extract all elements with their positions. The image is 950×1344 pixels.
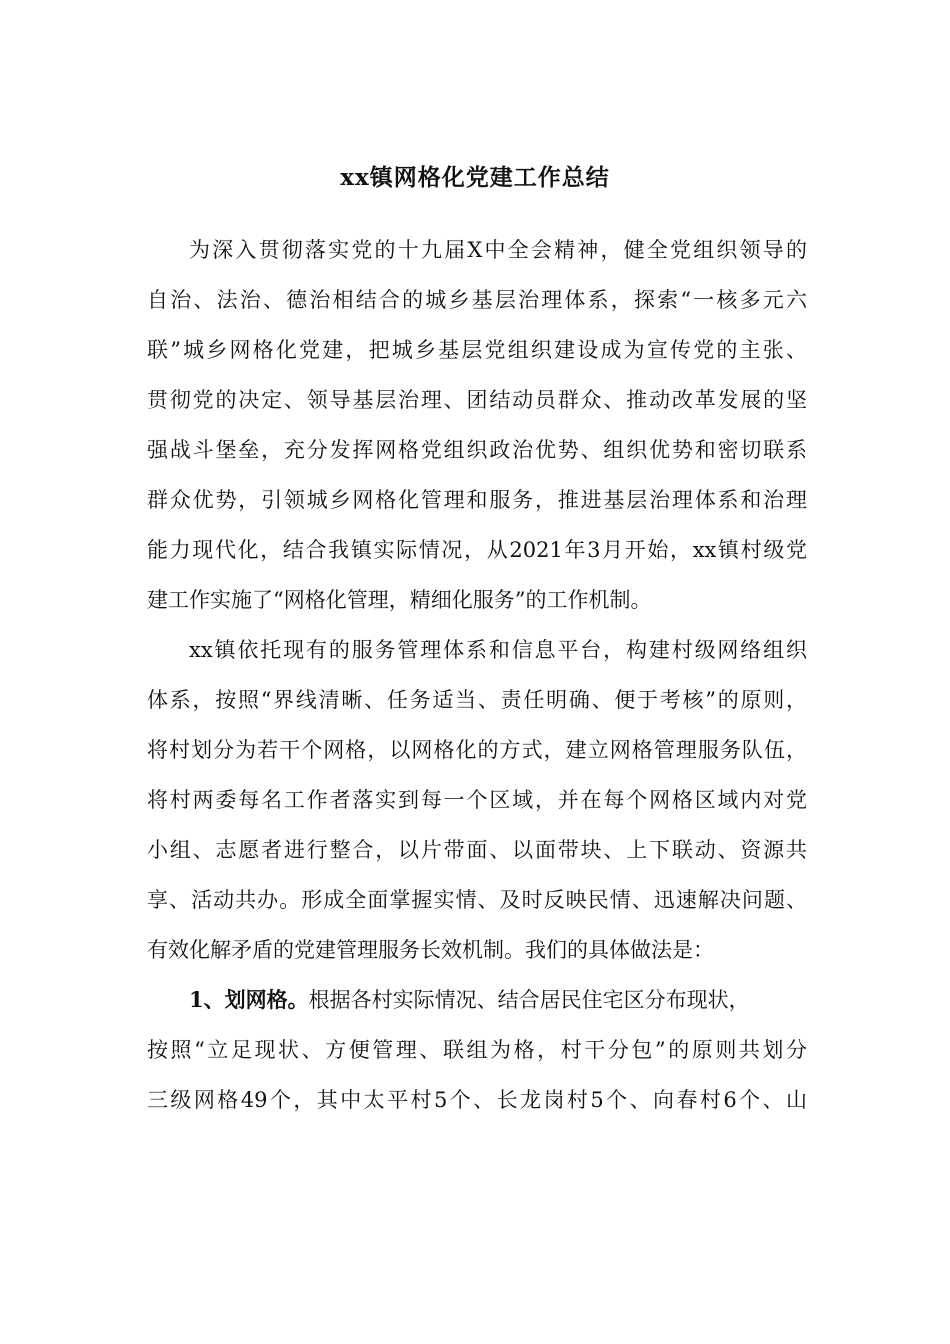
paragraph-line: 按照“立足现状、方便管理、联组为格，村干分包”的原则共划分	[147, 1038, 807, 1062]
paragraph-line: 体系，按照“界线清晰、任务适当、责任明确、便于考核”的原则，	[147, 688, 807, 712]
document-body	[147, 229, 807, 1129]
paragraph-line-rest: 根据各村实际情况、结合居民住宅区分布现状，	[308, 988, 750, 1012]
paragraph-line: 将村两委每名工作者落实到每一个区域，并在每个网格区域内对党	[147, 788, 807, 812]
paragraph-line: 强战斗堡垒，充分发挥网格党组织政治优势、组织优势和密切联系	[147, 438, 807, 462]
paragraph-line: 享、活动共办。形成全面掌握实情、及时反映民情、迅速解决问题、	[147, 888, 807, 912]
paragraph-line: 小组、志愿者进行整合，以片带面、以面带块、上下联动、资源共	[147, 838, 807, 862]
section-heading: 1、划网格。	[189, 987, 309, 1012]
paragraph-line: 联”城乡网格化党建，把城乡基层党组织建设成为宣传党的主张、	[147, 338, 807, 362]
paragraph-3	[147, 979, 807, 1129]
paragraph-line: xx镇依托现有的服务管理体系和信息平台，构建村级网络组织	[189, 638, 807, 662]
paragraph-line: 为深入贯彻落实党的十九届X中全会精神，健全党组织领导的	[189, 238, 807, 262]
paragraph-line: 贯彻党的决定、领导基层治理、团结动员群众、推动改革发展的坚	[147, 388, 807, 412]
paragraph-line: 群众优势，引领城乡网格化管理和服务，推进基层治理体系和治理	[147, 488, 807, 512]
paragraph-line: 将村划分为若干个网格，以网格化的方式，建立网格管理服务队伍，	[147, 738, 807, 762]
paragraph-line: 三级网格49个，其中太平村5个、长龙岗村5个、向春村6个、山	[147, 1088, 807, 1112]
document-title: xx镇网格化党建工作总结	[340, 164, 610, 191]
paragraph-line: 建工作实施了“网格化管理，精细化服务”的工作机制。	[147, 588, 652, 612]
paragraph-line: 自治、法治、德治相结合的城乡基层治理体系，探索“一核多元六	[147, 288, 807, 312]
paragraph-line: 能力现代化，结合我镇实际情况，从2021年3月开始，xx镇村级党	[147, 538, 807, 562]
paragraph-2	[147, 629, 807, 979]
paragraph-1	[147, 229, 807, 629]
paragraph-line: 有效化解矛盾的党建管理服务长效机制。我们的具体做法是：	[147, 938, 714, 962]
paragraph-first-line	[147, 979, 807, 1029]
